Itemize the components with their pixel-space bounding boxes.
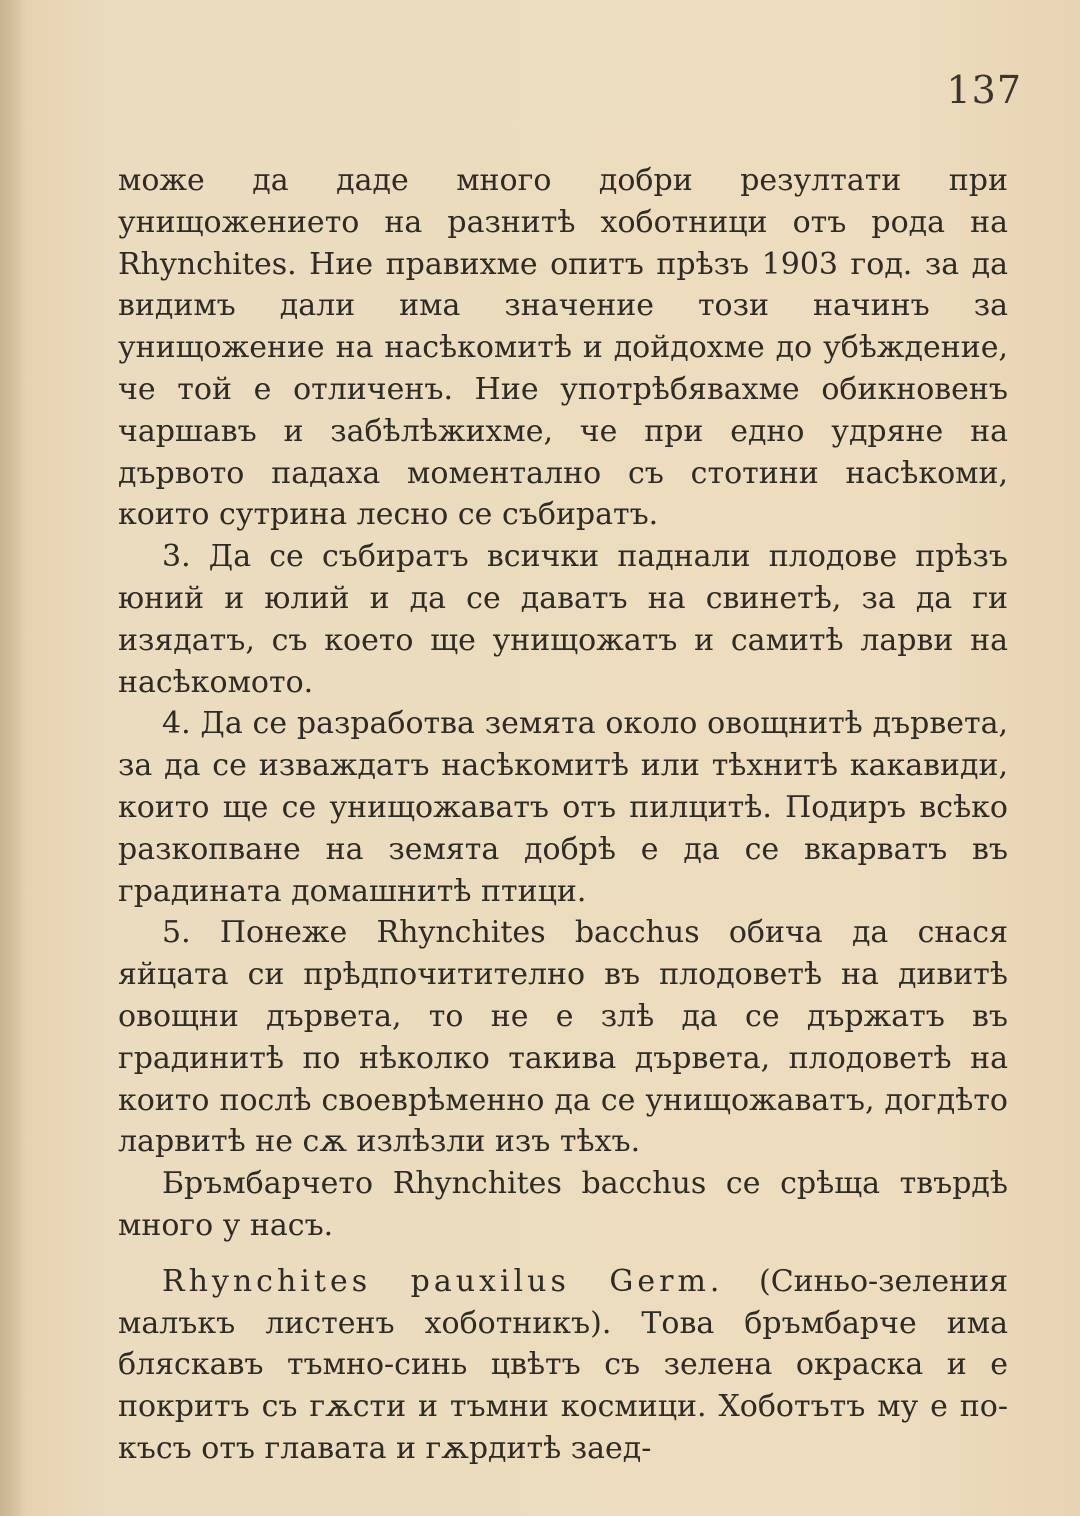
paragraph-species-description [118, 1261, 1008, 1470]
paragraph-summary: Бръмбарчето Rhynchites bacchus се срѣща твърдѣ много у насъ. [118, 1166, 1008, 1243]
species-name: Rhynchites pauxilus Germ. [162, 1263, 724, 1299]
page-number: 137 [946, 68, 1022, 112]
paragraph-item-4: 4. Да се разработва земята около овощнитѣ дървета, за да се изваждатъ насѣкомитѣ или тѣхнитѣ какавиди, които ще се унищожаватъ отъ пилцитѣ. Подиръ всѣко разкопване на земята добрѣ е да се вкарватъ въ градината домашнитѣ птици. [118, 706, 1008, 909]
paragraph-item-5: 5. Понеже Rhynchites bacchus обича да снася яйцата си прѣдпочитително въ плодоветѣ на дивитѣ овощни дървета, то не е злѣ да се държатъ въ градинитѣ по нѣколко такива дървета, плодоветѣ на които послѣ своеврѣменно да се унищожаватъ, догдѣто ларвитѣ не сѫ излѣзли изъ тѣхъ. [118, 915, 1008, 1160]
paragraph-continued: може да даде много добри резултати при унищожението на разнитѣ хоботници отъ рода на Rhynchites. Ние правихме опитъ прѣзъ 1903 год. за да видимъ дали има значение този начинъ за унищожение на насѣкомитѣ и дойдохме до убѣждение, че той е отличенъ. Ние употрѣбявахме обикновенъ чаршавъ и забѣлѣжихме, че при едно удряне на дървото падаха моментално съ стотини насѣкоми, които сутрина лесно се събиратъ. [118, 163, 1008, 533]
species-description: (Синьо-зеления малъкъ листенъ хоботникъ). Това бръмбарче има бляскавъ тъмно-синь цвѣтъ съ зелена окраска и е покритъ съ гѫсти и тъмни космици. Хоботътъ му е по-късъ отъ главата и гѫрдитѣ заед- [118, 1263, 1009, 1466]
body-text [118, 160, 1008, 1470]
binding-shadow [0, 0, 26, 1516]
paragraph-item-3: 3. Да се събиратъ всички паднали плодове прѣзъ юний и юлий и да се даватъ на свинетѣ, за да ги изядатъ, съ което ще унищожатъ и самитѣ ларви на насѣкомото. [118, 539, 1008, 700]
